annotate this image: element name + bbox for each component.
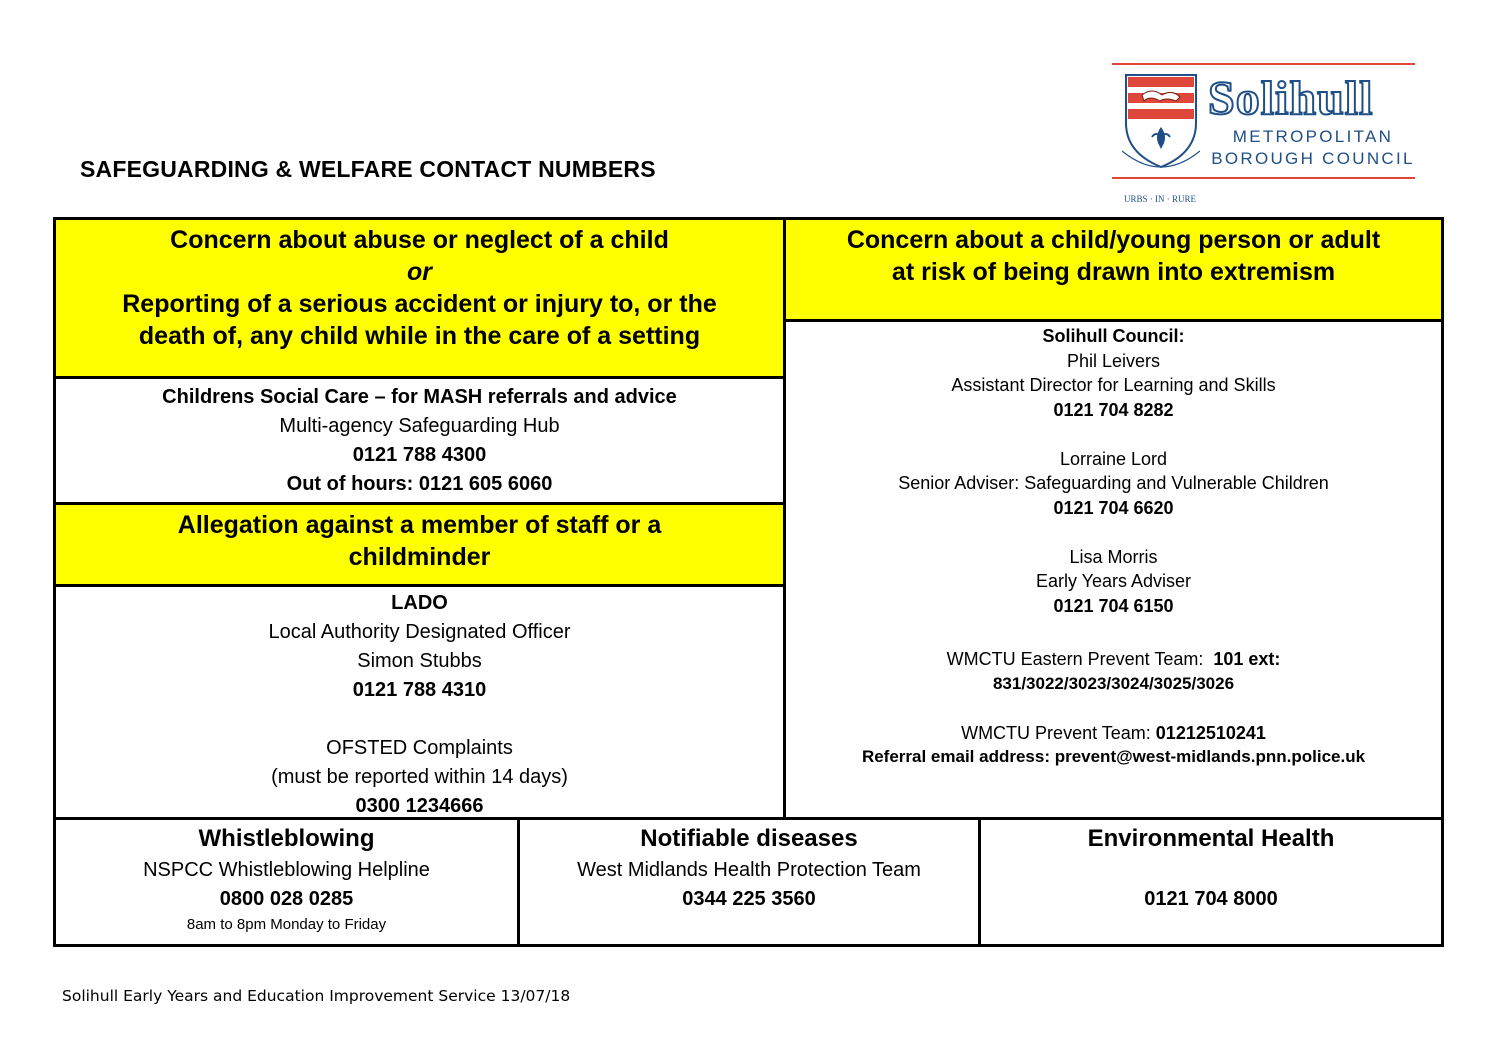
lado-subtitle: Local Authority Designated Officer	[268, 621, 571, 643]
footer-text: Solihull Early Years and Education Improvement Service 13/07/18	[62, 987, 571, 1005]
mash-out-of-hours: Out of hours: 0121 605 6060	[286, 473, 553, 495]
mash-section	[53, 376, 786, 506]
wmctu-eastern-numbers: 831/3022/3023/3024/3025/3026	[992, 673, 1235, 693]
notifiable-diseases-section	[517, 817, 981, 947]
header-line: Concern about abuse or neglect of a child	[170, 226, 669, 254]
whistleblowing-phone: 0800 028 0285	[219, 888, 354, 910]
header-line: at risk of being drawn into extremism	[891, 258, 1336, 286]
mash-subtitle: Multi-agency Safeguarding Hub	[279, 415, 560, 437]
env-health-phone: 0121 704 8000	[1144, 888, 1278, 910]
ofsted-note: (must be reported within 14 days)	[271, 766, 568, 788]
contact-role: Assistant Director for Learning and Skills	[951, 375, 1276, 395]
wmctu-label: WMCTU Prevent Team:	[961, 722, 1151, 743]
whistleblowing-section	[53, 817, 520, 947]
lado-name: Simon Stubbs	[357, 650, 482, 672]
lado-section	[53, 584, 786, 820]
extremism-contacts	[783, 319, 1444, 820]
logo-top-rule	[1112, 63, 1415, 65]
contact-name: Phil Leivers	[1066, 350, 1161, 371]
environmental-health-section	[978, 817, 1444, 947]
header-line: childminder	[348, 543, 491, 571]
lado-phone: 0121 788 4310	[352, 679, 487, 701]
spacer	[786, 422, 1441, 447]
wmctu-phone: 01212510241	[1155, 722, 1266, 743]
header-line: Reporting of a serious accident or injury to, or the	[122, 290, 717, 318]
spacer	[786, 618, 1441, 647]
council-title: Solihull Council:	[1042, 326, 1185, 346]
spacer	[981, 856, 1441, 885]
logo-bottom-rule	[1112, 177, 1415, 179]
contact-role: Early Years Adviser	[1035, 571, 1192, 591]
ofsted-title: OFSTED Complaints	[326, 737, 513, 759]
header-line: death of, any child while in the care of a setting	[138, 322, 701, 350]
contact-phone: 0121 704 6150	[1053, 595, 1174, 616]
wmctu-eastern-line	[786, 647, 1441, 672]
page-title: SAFEGUARDING & WELFARE CONTACT NUMBERS	[80, 156, 656, 182]
contact-name: Lorraine Lord	[1059, 448, 1168, 469]
env-health-title: Environmental Health	[1087, 825, 1335, 852]
wmctu-line	[786, 721, 1441, 746]
extremism-header	[783, 217, 1444, 322]
spacer	[786, 520, 1441, 545]
mash-title: Childrens Social Care – for MASH referrals and advice	[162, 386, 677, 408]
wmctu-eastern-ext: 101 ext:	[1213, 649, 1281, 669]
allegation-header	[53, 502, 786, 587]
contact-role: Senior Adviser: Safeguarding and Vulnerable Children	[898, 473, 1329, 493]
contact-phone: 0121 704 6620	[1053, 497, 1174, 518]
diseases-title: Notifiable diseases	[640, 825, 858, 852]
header-or: or	[407, 258, 432, 286]
header-line: Concern about a child/young person or adult	[846, 226, 1381, 254]
header-line: Allegation against a member of staff or a	[177, 511, 662, 539]
logo-subtitle-2: BOROUGH COUNCIL	[1211, 149, 1415, 168]
contact-name: Lisa Morris	[1069, 546, 1158, 567]
logo-subtitle-1: METROPOLITAN	[1232, 127, 1394, 146]
council-logo	[1112, 63, 1415, 204]
whistleblowing-line: NSPCC Whistleblowing Helpline	[143, 859, 430, 881]
diseases-phone: 0344 225 3560	[682, 888, 816, 910]
motto-text	[1120, 188, 1200, 210]
child-abuse-header	[53, 217, 786, 379]
spacer	[56, 705, 783, 734]
lado-title: LADO	[391, 592, 448, 614]
whistleblowing-note: 8am to 8pm Monday to Friday	[186, 916, 387, 933]
referral-email: Referral email address: prevent@west-midlands.pnn.police.uk	[861, 747, 1366, 766]
spacer	[786, 696, 1441, 721]
ofsted-phone: 0300 1234666	[355, 795, 484, 817]
mash-phone: 0121 788 4300	[352, 444, 487, 466]
svg-text:URBS · IN · RURE: URBS · IN · RURE	[1123, 194, 1197, 204]
contact-phone: 0121 704 8282	[1053, 399, 1174, 420]
diseases-line: West Midlands Health Protection Team	[577, 859, 921, 881]
coat-of-arms-icon	[1122, 71, 1200, 171]
wmctu-eastern-label: WMCTU Eastern Prevent Team:	[946, 649, 1204, 669]
whistleblowing-title: Whistleblowing	[198, 825, 375, 852]
logo-wordmark: Solihull	[1208, 72, 1374, 125]
